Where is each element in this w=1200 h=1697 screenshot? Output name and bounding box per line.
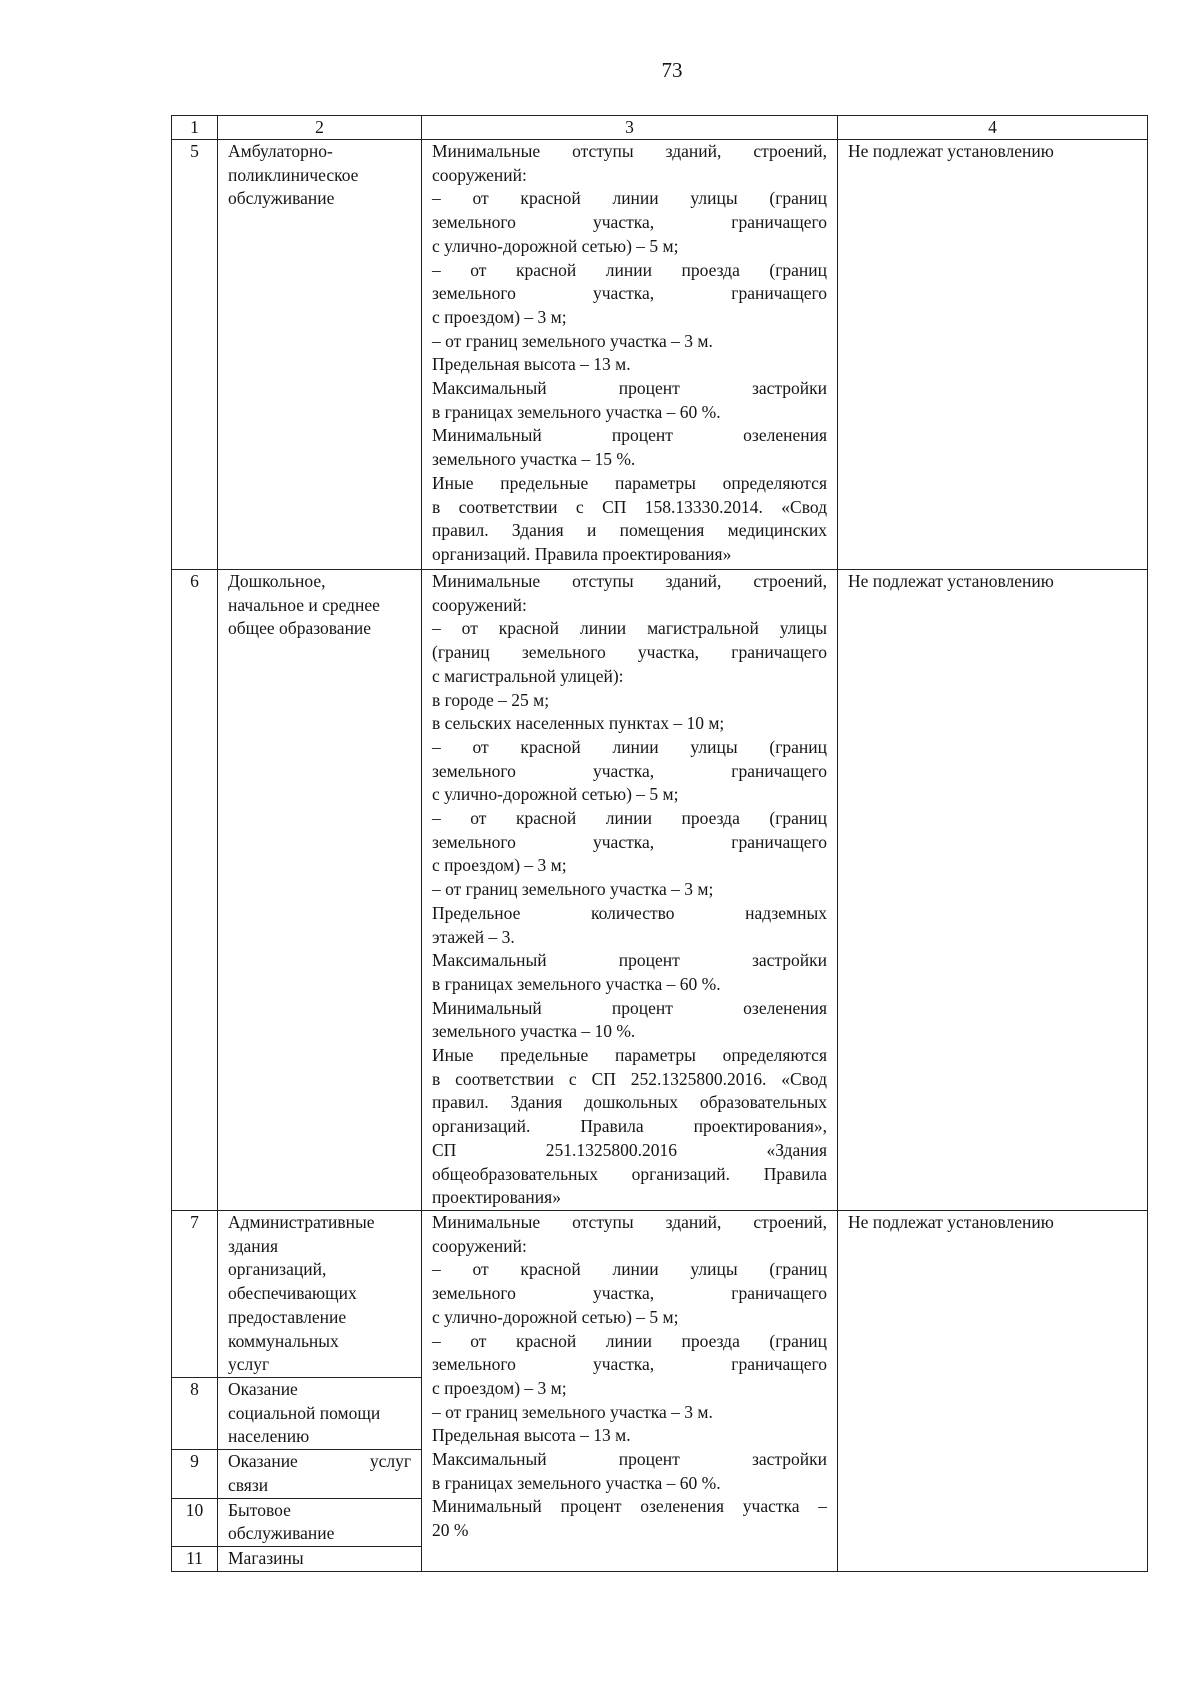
use-type-cell: [218, 1450, 422, 1498]
table-row: [172, 1211, 1148, 1378]
page-number: 73: [661, 58, 683, 82]
parameter-line: – от красной линии проезда (границ: [432, 808, 827, 829]
parameter-line: Максимальный процент застройки: [432, 950, 827, 971]
parameter-line: земельного участка, граничащего: [432, 1283, 827, 1304]
parameter-line: Минимальный процент озеленения: [432, 997, 827, 1018]
parameter-line: земельного участка – 15 %.: [432, 449, 636, 470]
parameter-line: в соответствии с СП 158.13330.2014. «Свод: [432, 496, 827, 517]
use-type-line: обслуживание: [228, 188, 335, 209]
parameter-line: СП 251.1325800.2016 «Здания: [432, 1139, 827, 1160]
parameters-text: [432, 1211, 827, 1543]
use-type-line: начальное и среднее: [228, 594, 380, 615]
parameter-line: правил. Здания дошкольных образовательных: [432, 1092, 827, 1113]
parameter-line: Иные предельные параметры определяются: [432, 1045, 827, 1066]
use-type-line: Бытовое: [228, 1499, 291, 1520]
row-number: 9: [172, 1450, 218, 1498]
parameter-line: 20 %: [432, 1520, 469, 1541]
use-type-cell: [218, 1378, 422, 1450]
use-type-line: Амбулаторно-: [228, 141, 333, 161]
parameter-line: с проездом) – 3 м;: [432, 306, 567, 327]
use-type-name: [228, 140, 411, 211]
use-type-line: здания: [228, 1235, 279, 1256]
use-type-line: коммунальных: [228, 1330, 339, 1351]
header-row: [172, 116, 1148, 140]
parameter-line: в границах земельного участка – 60 %.: [432, 401, 721, 422]
parameters-cell: [422, 140, 838, 570]
use-type-line: общее образование: [228, 618, 372, 639]
parameter-line: с улично-дорожной сетью) – 5 м;: [432, 784, 679, 805]
parameter-line: Предельное количество надземных: [432, 902, 827, 923]
row-number: 6: [172, 570, 218, 1211]
parameter-line: с улично-дорожной сетью) – 5 м;: [432, 235, 679, 256]
use-type-cell: [218, 1211, 422, 1378]
parameter-line: Предельная высота – 13 м.: [432, 1425, 631, 1446]
header-cell: 3: [422, 116, 838, 140]
use-type-line: связи: [228, 1474, 269, 1495]
use-type-name: [228, 1499, 411, 1546]
header-cell: 4: [838, 116, 1148, 140]
parameters-text: [432, 570, 827, 1210]
parameter-line: земельного участка, граничащего: [432, 1354, 827, 1375]
use-type-name: [228, 1378, 411, 1449]
parameter-line: земельного участка, граничащего: [432, 831, 827, 852]
use-type-line: услуг: [228, 1354, 270, 1375]
parameter-line: Минимальные отступы зданий, строений,: [432, 571, 827, 591]
use-type-cell: [218, 1498, 422, 1546]
parameter-line: – от красной линии улицы (границ: [432, 188, 827, 209]
parameter-line: в соответствии с СП 252.1325800.2016. «Свод: [432, 1068, 827, 1089]
header-cell: 1: [172, 116, 218, 140]
parameter-line: – от красной линии проезда (границ: [432, 1330, 827, 1351]
row-number: 10: [172, 1498, 218, 1546]
use-type-name: [228, 1547, 411, 1571]
parameters-cell: [422, 1211, 838, 1572]
use-type-name: [228, 1450, 411, 1497]
use-type-line: Оказание услуг: [228, 1451, 411, 1472]
parameter-line: в городе – 25 м;: [432, 689, 550, 710]
use-type-line: Оказание: [228, 1379, 298, 1399]
row-number: 5: [172, 140, 218, 570]
parameter-line: – от границ земельного участка – 3 м;: [432, 879, 714, 900]
use-type-line: предоставление: [228, 1306, 347, 1327]
parameter-line: – от красной линии улицы (границ: [432, 1259, 827, 1280]
parameter-line: Иные предельные параметры определяются: [432, 472, 827, 493]
parameter-line: – от красной линии магистральной улицы: [432, 618, 827, 639]
use-type-line: Магазины: [228, 1547, 304, 1568]
regulations-table: [171, 115, 1148, 1572]
parameter-line: земельного участка, граничащего: [432, 283, 827, 304]
parameter-line: земельного участка – 10 %.: [432, 1021, 636, 1042]
header-cell: 2: [218, 116, 422, 140]
parameter-line: земельного участка, граничащего: [432, 760, 827, 781]
use-type-line: обслуживание: [228, 1523, 335, 1544]
use-type-line: поликлиническое: [228, 164, 359, 185]
parameter-line: Минимальный процент озеленения участка –: [432, 1496, 827, 1517]
parameter-line: проектирования»: [432, 1187, 561, 1208]
limits-cell: Не подлежат установлению: [838, 570, 1148, 1211]
parameter-line: в границах земельного участка – 60 %.: [432, 973, 721, 994]
parameter-line: организаций. Правила проектирования»: [432, 543, 732, 564]
use-type-name: [228, 1211, 411, 1377]
use-type-line: обеспечивающих: [228, 1283, 357, 1304]
parameter-line: Минимальные отступы зданий, строений,: [432, 141, 827, 161]
parameter-line: (границ земельного участка, граничащего: [432, 642, 827, 663]
parameters-cell: [422, 570, 838, 1211]
parameter-line: с улично-дорожной сетью) – 5 м;: [432, 1306, 679, 1327]
parameter-line: с магистральной улицей):: [432, 665, 624, 686]
use-type-line: населению: [228, 1426, 310, 1447]
row-number: 11: [172, 1546, 218, 1571]
table-row: [172, 570, 1148, 1211]
parameter-line: в сельских населенных пунктах – 10 м;: [432, 713, 725, 734]
parameter-line: с проездом) – 3 м;: [432, 855, 567, 876]
row-number: 8: [172, 1378, 218, 1450]
table-row: [172, 140, 1148, 570]
parameter-line: – от границ земельного участка – 3 м.: [432, 1401, 713, 1422]
parameter-line: – от красной линии улицы (границ: [432, 736, 827, 757]
parameter-line: Минимальные отступы зданий, строений,: [432, 1212, 827, 1232]
use-type-cell: [218, 570, 422, 1211]
parameter-line: этажей – 3.: [432, 926, 515, 947]
parameter-line: с проездом) – 3 м;: [432, 1377, 567, 1398]
parameter-line: Минимальный процент озеленения: [432, 425, 827, 446]
parameter-line: Максимальный процент застройки: [432, 1449, 827, 1470]
use-type-line: Дошкольное,: [228, 571, 326, 591]
limits-cell: Не подлежат установлению: [838, 140, 1148, 570]
parameter-line: Предельная высота – 13 м.: [432, 354, 631, 375]
parameter-line: – от границ земельного участка – 3 м.: [432, 330, 713, 351]
parameter-line: Максимальный процент застройки: [432, 378, 827, 399]
parameter-line: – от красной линии проезда (границ: [432, 259, 827, 280]
parameter-line: общеобразовательных организаций. Правила: [432, 1163, 827, 1184]
parameter-line: сооружений:: [432, 594, 527, 615]
use-type-cell: [218, 140, 422, 570]
parameter-line: в границах земельного участка – 60 %.: [432, 1472, 721, 1493]
parameters-text: [432, 140, 827, 567]
use-type-line: социальной помощи: [228, 1402, 381, 1423]
parameter-line: организаций. Правила проектирования»,: [432, 1116, 827, 1137]
parameter-line: сооружений:: [432, 1235, 527, 1256]
use-type-line: Административные: [228, 1212, 375, 1232]
parameter-line: сооружений:: [432, 164, 527, 185]
limits-cell: Не подлежат установлению: [838, 1211, 1148, 1572]
use-type-name: [228, 570, 411, 641]
parameter-line: правил. Здания и помещения медицинских: [432, 520, 827, 541]
use-type-line: организаций,: [228, 1259, 327, 1280]
parameter-line: земельного участка, граничащего: [432, 212, 827, 233]
use-type-cell: [218, 1546, 422, 1571]
row-number: 7: [172, 1211, 218, 1378]
